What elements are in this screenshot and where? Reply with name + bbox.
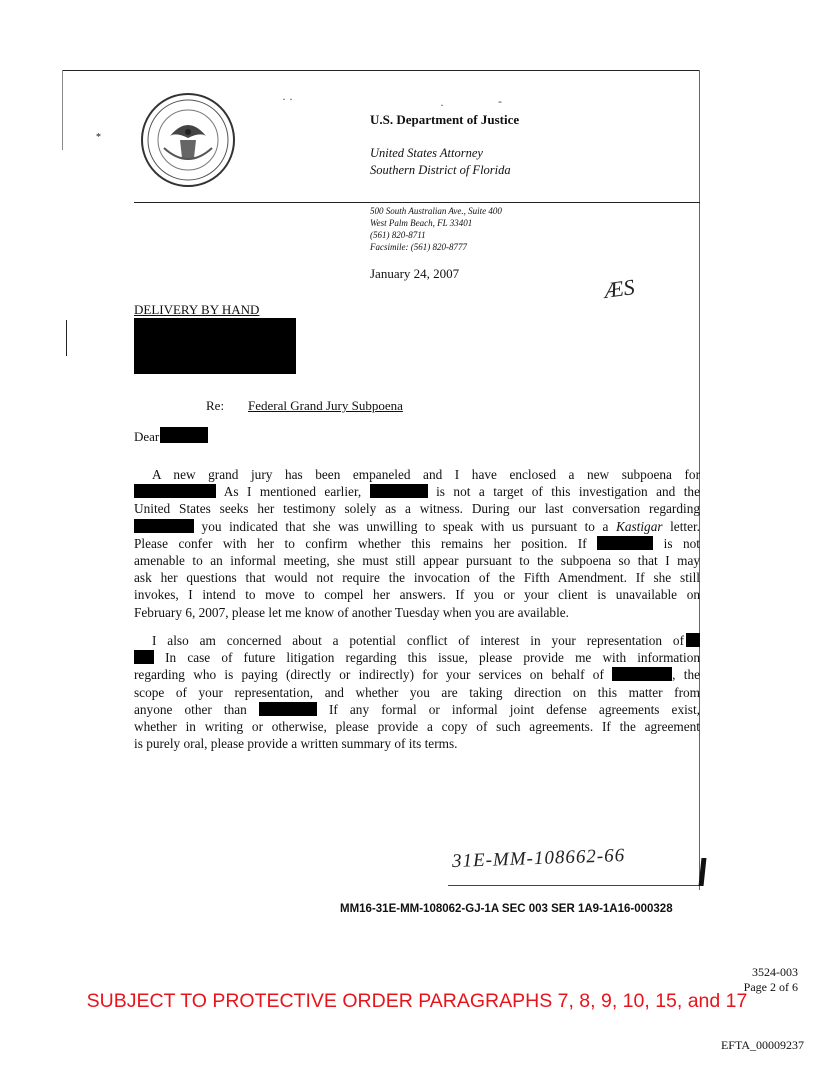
doj-seal-icon: [140, 92, 236, 188]
redacted-recipient-block: [134, 318, 296, 374]
p1-text: amenable to an informal meeting, she must still appear pursuant to the subpoena so that I may: [134, 553, 700, 569]
scan-speck: · ·: [282, 92, 293, 106]
redacted-name: [160, 427, 208, 443]
p1-text: ask her questions that would not require the invocation of the Fifth Amendment. If she still: [134, 570, 700, 586]
redacted-name: [686, 633, 700, 647]
serial-footer: MM16-31E-MM-108062-GJ-1A SEC 003 SER 1A9-1A16-000328: [340, 903, 673, 915]
agency-name: U.S. Department of Justice: [370, 112, 520, 127]
p1-line-9: [134, 604, 700, 621]
document-number: 3524-003: [752, 965, 798, 979]
margin-mark: [66, 320, 67, 356]
handwritten-file-number: 31E-MM-108662-66: [451, 844, 626, 873]
p1-text: is not a target of this investigation and the: [427, 484, 700, 500]
p1-line-6: [134, 552, 700, 569]
scan-speck: ·: [440, 98, 444, 112]
p2-line-7: [134, 735, 700, 752]
p1-text: invokes, I intend to move to compel her answers. If you or your client is unavailable on: [134, 587, 700, 603]
stray-mark: *: [96, 132, 101, 143]
p2-text: regarding who is paying (directly or indirectly) for your services on behalf of: [134, 667, 613, 683]
redacted-name: [259, 702, 317, 716]
p1-text: you indicated that she was unwilling to speak with us pursuant to a: [194, 518, 616, 534]
p1-line-1: [134, 466, 700, 483]
p1-line-4: [134, 518, 700, 535]
p2-text: scope of your representation, and whether you are taking direction on this matter from: [134, 684, 700, 700]
p1-line-5: [134, 535, 700, 552]
address-phone: (561) 820-8711: [370, 230, 426, 240]
redacted-name: [134, 650, 154, 664]
p1-text: As I mentioned earlier,: [216, 484, 370, 500]
p2-line-1: [134, 632, 700, 649]
p1-line-7: [134, 569, 700, 586]
p1-text: A new grand jury has been empaneled and I have enclosed a new subpoena for: [152, 467, 700, 482]
p1-line-8: [134, 586, 700, 603]
p1-text: February 6, 2007, please let me know of another Tuesday when you are available.: [134, 604, 569, 620]
re-label: Re:: [206, 398, 225, 413]
p2-line-6: [134, 718, 700, 735]
agency-office: United States Attorney: [370, 146, 483, 160]
body-paragraph-1: [134, 466, 700, 621]
body-paragraph-2: [134, 632, 700, 752]
page-number: Page 2 of 6: [743, 980, 798, 994]
letter-date: January 24, 2007: [370, 266, 460, 281]
agency-district: Southern District of Florida: [370, 163, 511, 177]
redacted-name: [597, 536, 653, 550]
p1-italic: Kastigar: [615, 518, 663, 534]
p1-text: Please confer with her to confirm whether this remains her position. If: [134, 535, 598, 551]
p2-text: whether in writing or otherwise, please provide a copy of such agreements. If the agreement: [134, 719, 700, 735]
p2-line-2: [134, 649, 700, 666]
delivery-method: DELIVERY BY HAND: [134, 302, 260, 317]
p2-text: I also am concerned about a potential conflict of interest in your representation of: [152, 633, 684, 648]
p2-line-4: [134, 684, 700, 701]
p2-text: , the: [672, 667, 700, 683]
redacted-name: [134, 484, 216, 498]
p2-line-5: [134, 701, 700, 718]
file-number-rule: [448, 885, 700, 886]
p2-text: anyone other than: [134, 701, 259, 717]
salutation-text: Dear: [134, 429, 160, 444]
p1-line-2: [134, 483, 700, 500]
address-fax: Facsimile: (561) 820-8777: [370, 242, 467, 252]
redacted-name: [612, 667, 672, 681]
handwritten-initials: ÆS: [602, 273, 637, 304]
address-city: West Palm Beach, FL 33401: [370, 218, 473, 228]
protective-order-banner: SUBJECT TO PROTECTIVE ORDER PARAGRAPHS 7, 8, 9, 10, 15, and 17: [86, 990, 748, 1012]
letterhead-rule: [134, 202, 700, 203]
bates-number: EFTA_00009237: [720, 1038, 804, 1052]
redacted-name: [370, 484, 428, 498]
page-top-border: [62, 70, 700, 71]
p1-text: United States seeks her testimony solely as a witness. During our last conversation regarding: [134, 501, 700, 517]
redacted-name: [134, 519, 194, 533]
page-left-border: [62, 70, 63, 150]
p2-text: In case of future litigation regarding this issue, please provide me with information: [154, 650, 700, 666]
p1-line-3: [134, 500, 700, 517]
p1-text: letter.: [662, 518, 700, 534]
p2-line-3: [134, 666, 700, 683]
p2-text: is purely oral, please provide a written summary of its terms.: [134, 736, 458, 752]
p1-text: is not: [653, 535, 700, 551]
scan-speck: -: [498, 94, 502, 108]
salutation: [134, 427, 208, 445]
re-subject: Federal Grand Jury Subpoena: [248, 398, 403, 413]
address-street: 500 South Australian Ave., Suite 400: [370, 206, 502, 216]
p2-text: If any formal or informal joint defense agreements exist,: [316, 701, 700, 717]
